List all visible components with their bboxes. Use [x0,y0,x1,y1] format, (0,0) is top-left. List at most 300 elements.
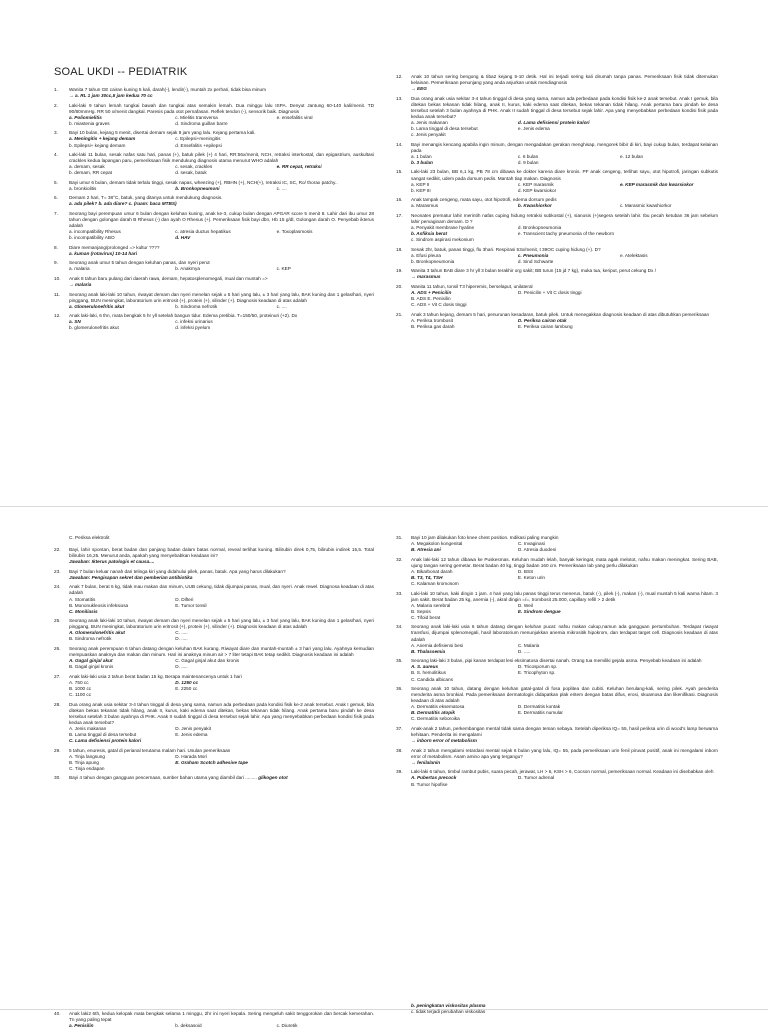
answer-options [411,120,718,138]
answer-option: A. Dermatitis eksematosa [411,704,465,710]
answer-option [175,738,272,744]
answer-options [411,154,718,166]
answer-option [518,716,616,722]
answer-option [518,615,616,621]
answer-option: D. ..... [517,648,531,654]
answer-key: → a. RL 1 jam 30cc,5 jam kedua 70 cc [69,93,153,99]
answer-option: B. Sepsis [411,608,431,614]
answer-option: c. Marasmic kwashiorkor [619,203,672,209]
question-stem-text: Laki-laki 9 tahun lemah tungkai bawah dan tungkai atas semakin lemah. Dua minggu lalu ISPA. Denyut Jantung 60-140 kali/menit. TD 90/80mmHg. RR 50 x/menit dangkal. Paresis pada otot pernafasan. Reflek tendon (-), sensorik baik. Diagnosis [69,102,374,114]
answer-option: c. .... [276,303,287,309]
answer-option: c. sesak, crackles [175,164,213,170]
question-stem-text: Bayi 10 jam dilakukan foto knee chest position. Indikasi paling mungkin [411,535,559,540]
answer-options [69,229,374,241]
answer-option: b. Kwashiorkor [517,203,552,209]
answer-option: c. tidak terjadi perubahan viskositas [411,1009,486,1015]
answer-option [277,121,374,127]
answer-option [518,581,616,587]
answer-option: b. incompatibility ABO [69,235,115,241]
answer-key: → marasmus [411,274,441,280]
answer-option [277,143,374,149]
answer-option: d. Bronkopneumonia [517,225,562,231]
question-item [54,245,374,257]
answer-options [69,164,374,176]
answer-option: B. ADS E. Penisilin [411,296,451,302]
question-number: 27. [54,673,61,679]
question-item [54,1011,374,1029]
answer-options [69,754,374,772]
answer-option: e. Toxoplasmosis [276,229,313,235]
question-stem [69,584,374,596]
question-stem-text: Anak tampak cengeng, mata sayu, otot hipotrofi, edema dorsum pedis [411,197,557,203]
answer-option: b. Anakrnya [175,266,200,272]
question-stem-text: Anak laki-laki, 6 thn, mata bengkak 5 hr yll setelah bangun tidur. Edema pretibia. T=150/50, proteinuri (+2). Dx [69,313,298,319]
question-item [396,284,718,308]
answer-option: A. Jenis makanan [69,725,107,731]
answer-option: A. Megakolon kongenital [411,541,463,547]
answer-option: B. S. hemolitikus [411,670,446,676]
answer-option: d. Ensefalitis +epilepsi [175,142,222,148]
answer-option: b. Bronkopneumonia [411,258,455,264]
answer-options [411,541,718,553]
answer-option [620,259,718,265]
question-stem [411,726,718,738]
question-number: 32. [396,556,403,562]
page2-right-column [396,535,718,791]
answer-options [69,319,374,331]
answer-option: a. Poliomielitis [69,114,102,120]
answer-option: A. Bikarbonat darah [411,568,453,574]
answer-option [620,132,718,138]
question-number: 28. [54,701,61,707]
question-item [54,775,374,781]
answer-options [411,643,718,655]
answer-option: a. Penisilin [69,1023,94,1029]
question-item [396,96,718,139]
answer-option [620,547,718,553]
question-item [396,624,718,654]
question-stem-text: Dua orang anak usia sekitar 3-4 tahun tinggal di desa yang sama, namun ada perbedaan pada kondisi fisik ke-2 anak tersebut. Anak I gemuk, bila ditekan bekas tekanan tidak hilang, anak II, kurus, kaki edema saat ditekan, bekas tekanan tidak hilang. Anak pertama baru pindah ke desa tersebut setelah 3 bulan ayahnya di PHK. Anak II sudah tinggal di desa tersebut sejak lahir. Apa yang menyebabkan perbedaan kondisi fisik pada kedua anak tersebut? [411,95,718,119]
answer-option: a. 1 bulan [411,153,432,159]
answer-options [411,704,718,722]
answer-option: C. ADS + Vit C dosis tinggi [411,302,467,308]
question-stem [411,686,718,704]
question-stem [69,702,374,726]
question-stem [411,557,718,569]
question-stem-text: Bayi, lahir spontan, berat badan dan panjang badan dalam batas normal, reveal terlihat kuning. Bilirubin direk 0,75, bilirubin indirek 15,5. Total bilirubin 16,25. Menurut anda, apakah yang menyebabkan keadaan ini? [69,547,374,559]
question-stem-text: Seorang anak laki-laki 10 tahun, riwayat demam dan nyeri menelan sejak ± 5 hari yang lalu, ± 3 hari yang lalu, BAK kuning dan 1 gelas/hari, nyeri pinggang, BUN meningkat, laboratorium urin eritrosit (+), protein (+), silinder (+). Diagnosis keadaan di atas adalah [69,618,374,630]
answer-option: d. infeksi pyelum [175,325,211,331]
answer-option [620,716,718,722]
question-stem-text: Laki-laki 10 tahun, kaki dingin 1 jam. 4 hari yang lalu panas tinggi terus menerus, batuk (-), pilek (-), makan (-), mual muntah 5 kali warna hitam. 3 jam sakit. Berat badan 25 kg, anemia (-), akral dingin =/=, trombosit 25.000, capillary refill > 2 detik [411,590,718,602]
answer-options [411,203,718,209]
answer-option: B. Gagal ginjal kronis [69,664,114,670]
question-stem-text: Anak 7 bulan, berat 6 kg, tidak mau makan dan minum, UUB cekung, tidak dijumpai panas, mual, dan nyeri. Anak rewel. Diagnosa keadaan di atas adalah [69,584,374,596]
answer-option: E. Sindrom dengue [517,608,561,614]
answer-key: a. kuman (rotavirus) 10-14 hari [69,250,137,256]
question-number: 24. [54,584,61,590]
answer-option: c. Mielitis transversa [175,114,218,120]
answer-option: d. Lama defisiensi protein kalori [517,120,590,126]
question-stem-text: Seorang anak perempuan 6 tahun datang dengan keluhan BAK kurang. Riwayat diare dan muntah-muntah ± 3 hari yang lalu. Ayahnya kemudian mempuaskan anaknya dan makan dan minum. Hari ini anaknya minum air > 7 liter tetapi BAK tetap sedikit. Diagnosis keadaan ini adalah [69,645,374,658]
question-stem [69,211,374,229]
question-stem-text: Bayi 7 bulan keluar nanah dari telinga kiri yang didahului pilek, panas, batuk. Apa yang harus dilakukan? [69,568,286,574]
answer-option [518,237,616,243]
question-item [396,535,718,553]
answer-option: b. Epilepsi+ kejang demam [69,142,126,148]
question-stem-text: Anak 8 tahun baru pulang dari daerah rawa, demam, hepatosplenomegali, mual dan muntah => [69,275,268,281]
question-stem: Anak laki2 6th, kedua kelopak mata bengkak selama 1 minggu, 2hr ini nyeri kepala. Sering mengeluh sakit tenggorokan dan bercak kemerahan. Tn yang paling tepat [69,1011,374,1023]
question-stem [69,775,374,781]
question-item [54,584,374,614]
answer-option: e. 12 bulan [619,153,644,159]
question-stem [411,74,718,86]
answer-options [411,182,718,194]
answer-option: b. KEP III [411,187,431,193]
answer-options [411,775,718,787]
question-item [396,658,718,682]
answer-option: c. Sindrom aspirasi mekonium [411,237,474,243]
answer-option: D. Atresia duodeni [517,547,557,553]
answer-key: → inborn error of metabolism [411,738,477,744]
question-stem-text: Demam 2 hari, T= 38°C, batuk, yang ditanya untuk mendukung diagnosis. [69,195,223,201]
question-stem-text: Bayi menangis kencang apabila ingin minum, dengan mengadakan gerakan menghisap, mengorek bibir di kiri, bayi cukup bulan, terdapat kelainan pada [411,141,718,153]
question-stem [411,748,718,760]
answer-option: B. 1000 cc [69,685,92,691]
question-number: 26. [54,645,61,651]
question-stem-text: Seorang laki-laki 3 bulan, pipi kanan terdapat lesi eksimatosa disertai nanah. Orang tua memiliki gejala asma. Penyebab keadaan ini adalah [411,658,702,664]
question-stem [69,646,374,658]
question-item [54,195,374,207]
question-number: 34. [396,624,403,630]
answer-key: a. ada pilek? b. ada diare? c. (ruam: baca MTBS) [69,201,177,207]
question-item [396,748,718,766]
answer-option: C. Candida albicans [411,676,453,682]
answer-options [69,630,374,642]
question-item [396,557,718,587]
answer-option [277,636,374,642]
answer-option: e. ensefalitis viral [276,114,313,120]
answer-option: C. Kalaman kromosom [411,581,459,587]
question-number: 18. [396,246,403,252]
answer-option: E. Dermatitis numular [517,710,563,716]
question-number: 4. [54,152,58,158]
question-stem-text: Wanita 7 tahun GE cairan kuning 5 kali, darah(-), lendir(-), muntah 2x perhari, tidak bisa minum [69,87,267,92]
answer-option: D. Periksa cairan otak [517,317,567,323]
page3-left-column [54,1011,374,1033]
question-stem-text: Seorang anak 10 tahun, datang dengan keluhan gatal-gatal di fosa poplitea dan cubiti. Keluhan berulang-kali, sering pilek. Ayah penderita menderita asma bronkial. Pada pemeriksaan dermatologis didapatkan plak eritem dengan batas difus, erosi, skuamosa dan likenifikasi. Diagnosis keadaan di atas adalah [411,686,718,704]
question-stem-text: Seorang bayi perempuan umur 6 bulan dengan keluhan kuning, anak ke-3, cukup bulan dengan APGAR score 5 menit 8. Lahir dari ibu umur 28 tahun dengan golongan darah B Rhesus (-) dan ayah O Rhesus (+). Pemeriksaan fisik bayi dbn, Hb 15 g/dl, Golongan darah O. Penyebab ikterus adalah [69,210,374,229]
question-number: 12. [54,313,61,319]
question-stem [69,292,374,304]
question-item [54,152,374,176]
answer-option: A. Pubertas precock [411,775,457,781]
question-stem-text: Dua orang anak usia sekitar 3-4 tahun tinggal di desa yang sama, namun ada perbedaan pada kondisi fisik ke-2 anak tersebut. Anak I gemuk, bila ditekan bekas tekanan tidak hilang, anak II, kurus, kaki edema saat ditekan, bekas tekanan tidak hilang. Anak pertama baru pindah ke desa tersebut setelah 3 bulan ayahnya di PHK. Anak II sudah tinggal di desa tersebut sejak lahir. Apa yang menyebabkan perbedaan kondisi fisik pada kedua anak tersebut? [69,701,374,725]
answer-options [69,136,374,148]
question-item [54,569,374,581]
question-stem [69,547,374,559]
question-item [396,591,718,621]
page-title: SOAL UKDI -- PEDIATRIK [54,66,188,78]
question-number: 3. [54,130,58,136]
answer-option: D. Tricosporum sp. [517,664,558,670]
answer-option: a. KEP II [411,181,430,187]
answer-option [620,324,718,330]
answer-option: e. Atelektasis [619,252,648,258]
answer-option: b. 3 bulan [411,160,433,165]
answer-option: A. Tinja langsung [69,753,105,759]
question-number: 7. [54,210,58,216]
answer-option: d. HAV [175,235,191,241]
page1-left-column [54,66,374,335]
answer-option: b. deksasoid [175,1023,202,1029]
answer-options [69,115,374,127]
question-item [396,268,718,280]
answer-option [175,766,272,772]
question-item [54,748,374,772]
answer-option [277,766,374,772]
answer-option: B. Tinja apung [69,759,99,765]
question-number: 16. [396,197,403,203]
answer-option [518,677,616,683]
answer-option: B. Thalassemia [411,648,446,654]
answer-option: D. 1250 cc [175,679,199,685]
answer-option: e. Jenis edema [517,126,550,132]
answer-option: E. Keton urin [517,574,546,580]
answer-option: D. ..... [175,636,188,642]
answer-options [411,569,718,587]
question-stem-text: Wanita 11 tahun, tonsil T3 hiperemis, berselaput, unilateral [411,283,533,289]
answer-option: C. Tinja endapan [69,765,105,771]
answer-option: B. Lama tinggal di desa tersebut [69,731,137,737]
answer-inline: glikogen otot [258,775,288,781]
question-number: 37. [396,725,403,731]
answer-options [411,603,718,621]
answer-option [620,160,718,166]
answer-option: c. KEP marasmik [517,181,554,187]
question-item [54,292,374,310]
answer-option: A. Anemia defisiensi besi [411,642,464,648]
answer-option [620,302,718,308]
answer-option: E. 2250 cc [175,685,198,691]
answer-option [620,649,718,655]
answer-option: a. Marasmus [411,203,439,209]
question-stem [69,103,374,115]
answer-option: A. Stomatitis [69,596,96,602]
question-item [54,211,374,241]
answer-key: → EEG [411,86,427,92]
answer-option: a. Penyakit membrane hyaline [411,225,475,231]
question-number: 19. [396,268,403,274]
answer-option: A. Gagal ginjal akut [69,658,113,664]
question-stem [411,169,718,181]
answer-option: b. miastenia graves [69,120,110,126]
answer-option [620,188,718,194]
answer-option [277,609,374,615]
question-stem-text: Diare memanjang/prolonged => kultur ???? [69,244,160,250]
answer-option [518,302,616,308]
question-stem [69,152,374,164]
answer-option: A. Glomerulonefritis akut [69,630,125,636]
answer-option: a. incompatibility Rhesus [69,229,121,235]
question-item [54,646,374,670]
answer-option: C. Lama defisiensi protein kalori [69,738,142,744]
answer-options [411,253,718,265]
page2-left-column [54,535,374,785]
answer-option: B. Periksa gas darah [411,323,455,329]
answer-options [69,266,374,272]
answer-option: b. Lama tinggal di desa tersebut [411,126,478,132]
answer-option: D. Weil [517,602,533,608]
question-item [54,702,374,745]
page3-right-column [411,1003,711,1015]
answer-option: A. Periksa trombosit [411,317,453,323]
answer-option: d. 9 bulan [517,160,539,165]
question-number: 14. [396,141,403,147]
question-number: 1. [54,87,58,92]
question-item [396,169,718,193]
question-number: 35. [396,658,403,664]
answer-option: C. Gagal ginjal akut dan kronis [175,658,240,664]
answer-option: b. Asfiksia berat [411,231,448,237]
answer-option: b. demam, RR cepat [69,170,112,176]
question-number: 33. [396,590,403,596]
question-item [54,130,374,148]
answer-option: C. Moniliasis [69,608,98,614]
answer-option: A. ADS + Penicilin [411,290,452,296]
question-stem-text: Laki-laki 23 bulan, BB 6,1 kg, PB 78 cm dibawa ke dokter karena diare kronis. PF anak cengeng, terlihat sayu, otot hipotrofi, jaringan subkutis sangat sedikit, udem pada dorsum pedis. Mantah tiap makan. Diagnosis [411,169,718,181]
question-stem-text: Bayi umur 6 bulan, demam tidak terlalu tinggi, sesak napas, wheezing (+), RBHN (+), NCH(+), retraksi IC, SC, Ro/ thorax patchy.. [69,179,338,185]
exam-page-2 [0,508,768,1008]
question-number: 40. [54,1011,61,1016]
question-stem-text: Laki-laki 11 bulan, sesak nafas satu hari, panas (+), batuk pilek (+) 4 hari, RR:56x/menit, NCH, retraksi interkostal, dan epigastrium, auskultasi crackles kedua lapangan paru, pemeriksaan fisik mendukung diagnosis utama menurut WHO adalah [69,152,374,164]
answer-option: c. atresia ductus hepatikus [175,229,231,235]
answer-option: d. KEP kwarsiokor [517,187,557,193]
answer-option [620,237,718,243]
question-item [396,213,718,243]
question-number: 22. [54,547,61,553]
question-number: 25. [54,618,61,624]
answer-option: D. Dermatitis kontak [517,704,561,710]
answer-option: b. glomerulonefritis akut [69,325,119,331]
answer-option: D. Difteri [175,596,194,602]
answer-option: b. Bronkopneumoni [175,185,220,191]
answer-option: e. Transcient tachy pneumonia of the newborn [517,231,615,237]
question-stem-text: Anak 3 tahun kejang, demam 5 hari, penurunan kesadaran, batuk pilek. Untuk menegakkan diagnosis keadaan di atas dibutuhkan pemeriksaan [411,311,710,317]
question-stem-text: Anak 10 tahun sering bengong & tiba2 kejang 5-10 detik. Hal ini terjadi sering kali dirumah tanpa panas. Pemeriksaan fisik tidak ditemukan kelainan. Pemeriksaan penunjang yang anda anjurkan untuk mendiagnosis [411,74,718,86]
answer-option: c. Diuretik [276,1023,298,1029]
question-stem-text: Wanita 3 tahun BAB diare 3 hr yll 3 bulan terakhir org sakit; BB turun (15 jd 7 kg), muka tua, keriput, perut cekung Dx / [411,268,657,274]
answer-option [518,132,616,138]
answer-option: E. Graham Scotch adhesive tape [175,759,248,765]
answer-option: E. Tricophyton sp. [517,670,556,676]
answer-key: → fenilalanin [411,759,441,765]
answer-option: B. Atresia ani [411,547,441,553]
question-number: 38. [396,747,403,753]
answer-option: B. Mononukleosis infeksiosa [69,602,129,608]
answer-option: a. Jenis makanan [411,120,448,126]
question-item [54,547,374,565]
question-item [396,726,718,744]
question-number: 20. [396,283,403,289]
question-stem [69,618,374,630]
question-number: 23. [54,568,61,574]
answer-option: c. Jenis penyakit [411,132,446,138]
question-item [54,260,374,272]
question-stem-text: Seorang anak laki-laki usia 6 tahun datang dengan keluhan pucat: nafsu makan cukup,namun ada gangguan pertumbuhan. Terdapat riwayat transfusi, dijumpai splenomegali, hasil laboratorium menunjukkan anemia mikrositik hipokrom, dan terdapat target cell. Diagnosis keadaan di atas adalah [411,624,718,642]
question-item [396,142,718,166]
question-stem [411,213,718,225]
answer-options [69,597,374,615]
question-number: 10. [54,275,61,281]
question-number: 29. [54,747,61,753]
answer-option: c. 6 bulan [517,153,539,159]
answer-option: d. sesak, batuk [175,170,207,176]
answer-option [277,325,374,331]
answer-option [277,235,374,241]
answer-option: D. Tumor adrenal [517,775,555,781]
question-stem-text: 5 tahun, enuresis, gatal di perianal terutama malam hari. Usulan pemeriksaan [69,747,231,753]
answer-option: A. Malaria serebral [411,602,451,608]
answer-option [620,677,718,683]
answer-option: D. Harada Mori [175,753,208,759]
answer-option [277,692,374,698]
answer-option: c. infeksi urinarius [175,319,213,325]
answer-option: c. Pneumonia [517,252,549,258]
answer-option [277,664,374,670]
question-stem-text: Bayi 10 bulan, kejang 5 menit, disertai demam sejak 8 jam yang lalu. Kejang pertama kali. [69,130,256,136]
answer-option: E. Periksa cairan lambung [517,323,573,329]
question-item [54,180,374,192]
answer-key: → malaria [69,282,92,288]
question-item [54,103,374,127]
answer-option: a. demam, sesak [69,164,105,170]
answer-option: C. 1100 cc [69,692,92,698]
answer-option: D. ..... [175,664,188,670]
question-stem-text: Seorang anak umur 5 tahun dengan keluhan panas, dan nyeri perut [69,260,210,266]
answer-option: d. Sind Schwarte [517,258,554,264]
answer-option: C. ..... [175,630,188,636]
answer-option: b. Sindroma nefrotik [175,303,218,309]
answer-option: d. Sindroma guillan barre [175,120,228,126]
answer-option: a. malaria [69,266,90,272]
exam-page-3-partial [0,1003,768,1029]
question-number: 9. [54,260,58,266]
question-number: 13. [396,95,403,101]
question-number: 5. [54,179,58,185]
answer-option [620,615,718,621]
question-number: 36. [396,686,403,692]
answer-option: c. KEP [276,266,291,272]
answer-option: B. Tumor hipofise [411,781,448,787]
question-stem-text: Sesak 2hr, batuk, panas tinggi, flu 3hari. Respirasi 53x/menit, t 39OC cuping hidung (+). D? [411,246,601,252]
answer-option: e. RR cepat, retraksi [276,164,322,170]
question-number: 30. [54,775,61,781]
question-item [396,686,718,723]
answer-options [69,1023,374,1029]
answer-option: a. Meningitis + kejang demam [69,136,136,142]
answer-option: C. Malaria [517,642,540,648]
answer-options [69,726,374,744]
answer-option: D. Jenis penyakit [175,725,211,731]
question-item [396,312,718,330]
question-number: 31. [396,535,403,540]
answer-key: Jawaban: Ikterus patologis et causa.... [69,559,155,565]
answer-option: C. Tifoid berat [411,614,441,620]
answer-option: a. bronkiolitis [69,185,97,191]
question-item [54,313,374,331]
answer-option [518,782,616,788]
